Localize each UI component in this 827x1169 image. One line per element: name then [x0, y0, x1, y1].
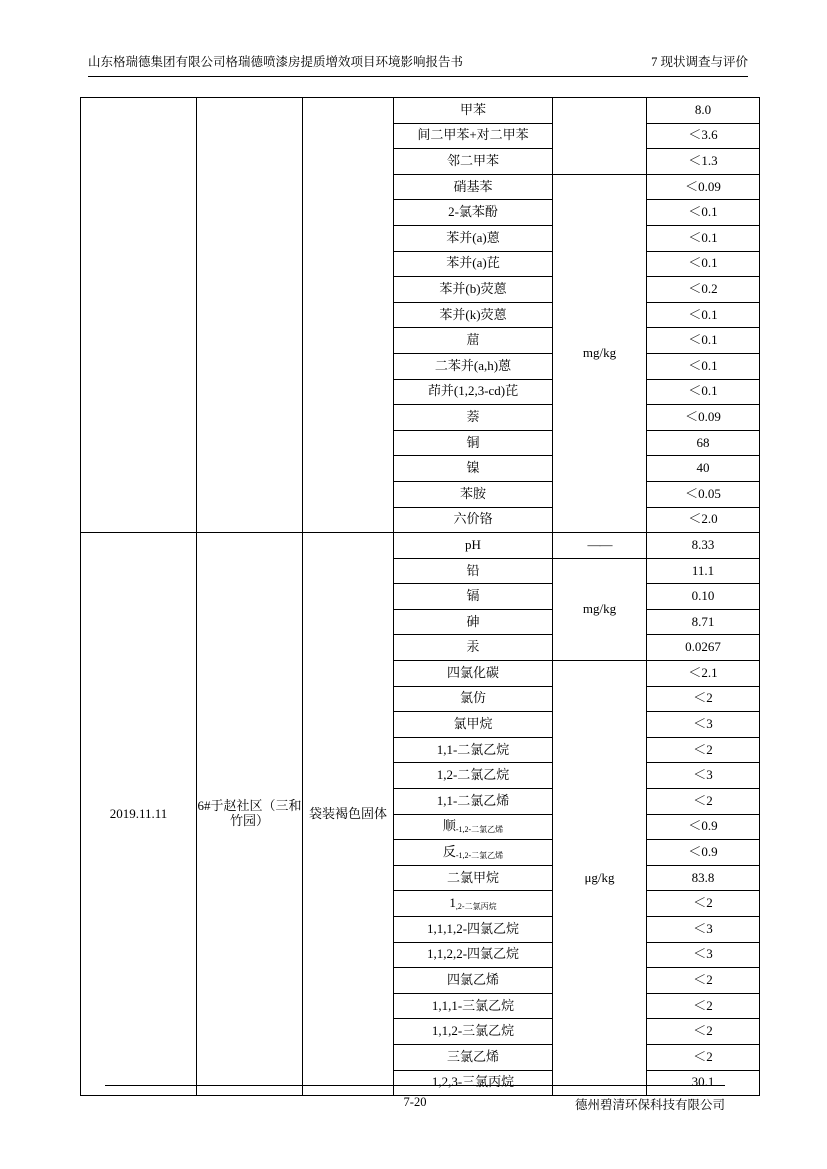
cell-value: ＜0.09 [647, 405, 760, 431]
cell-value: 8.33 [647, 533, 760, 559]
cell-desc-block2: 袋装褐色固体 [303, 533, 394, 1096]
cell-unit-mgkg: mg/kg [553, 558, 647, 660]
cell-date-block2: 2019.11.11 [81, 533, 197, 1096]
table-row [81, 533, 760, 559]
cell-item: 镉 [394, 584, 553, 610]
cell-item: 萘 [394, 405, 553, 431]
cell-value: ＜0.1 [647, 251, 760, 277]
cell-value: ＜0.1 [647, 225, 760, 251]
cell-item: 二苯并(a,h)蒽 [394, 353, 553, 379]
cell-desc-block1 [303, 98, 394, 533]
cell-item: 1,2,3-三氯丙烷 [394, 1070, 553, 1096]
cell-item: 镍 [394, 456, 553, 482]
cell-value: ＜0.9 [647, 840, 760, 866]
cell-item: 氯仿 [394, 686, 553, 712]
cell-item: 茚并(1,2,3-cd)芘 [394, 379, 553, 405]
cell-value: ＜2 [647, 1019, 760, 1045]
cell-item: 砷 [394, 609, 553, 635]
cell-value: ＜2 [647, 993, 760, 1019]
header-title-left: 山东格瑞德集团有限公司格瑞德喷漆房提质增效项目环境影响报告书 [88, 55, 464, 69]
cell-item: 邻二甲苯 [394, 149, 553, 175]
cell-value: ＜3 [647, 917, 760, 943]
cell-point-block2: 6#于赵社区（三和竹园） [197, 533, 303, 1096]
cell-value: ＜2 [647, 686, 760, 712]
cell-value: ＜2 [647, 891, 760, 917]
cell-item: 1,1,1,2-四氯乙烷 [394, 917, 553, 943]
cell-item: 1,1,2-三氯乙烷 [394, 1019, 553, 1045]
cell-item: 苯并(a)芘 [394, 251, 553, 277]
table-row [81, 98, 760, 124]
cell-item: 硝基苯 [394, 174, 553, 200]
cell-value: ＜0.1 [647, 353, 760, 379]
cell-item: 四氯化碳 [394, 661, 553, 687]
cell-value: ＜3.6 [647, 123, 760, 149]
cell-value: 0.0267 [647, 635, 760, 661]
cell-value: ＜3 [647, 942, 760, 968]
cell-value: ＜2 [647, 737, 760, 763]
cell-item: 四氯乙烯 [394, 968, 553, 994]
footer-divider [105, 1085, 725, 1086]
cell-value: ＜0.9 [647, 814, 760, 840]
cell-value: ＜0.1 [647, 200, 760, 226]
cell-item: 苯并(b)荧蒽 [394, 277, 553, 303]
cell-value: 68 [647, 430, 760, 456]
cell-value: 83.8 [647, 865, 760, 891]
cell-point-block1 [197, 98, 303, 533]
cell-item: 甲苯 [394, 98, 553, 124]
monitoring-data-table [80, 97, 753, 1096]
cell-value: 40 [647, 456, 760, 482]
cell-item-trans-dce: 反-1,2-二氯乙烯 [394, 840, 553, 866]
cell-item: 六价铬 [394, 507, 553, 533]
cell-item-dcp: 1,2-二氯丙烷 [394, 891, 553, 917]
cell-item: 苯并(a)蒽 [394, 225, 553, 251]
cell-value: ＜0.1 [647, 302, 760, 328]
cell-value: ＜2.0 [647, 507, 760, 533]
cell-value: 0.10 [647, 584, 760, 610]
cell-value: ＜0.1 [647, 328, 760, 354]
header-divider [88, 76, 748, 77]
cell-value: ＜2.1 [647, 661, 760, 687]
cell-item: 铅 [394, 558, 553, 584]
page-number: 7-20 [403, 1095, 427, 1109]
cell-value: ＜0.2 [647, 277, 760, 303]
cell-item: pH [394, 533, 553, 559]
cell-item: 1,1-二氯乙烯 [394, 789, 553, 815]
cell-value: ＜2 [647, 789, 760, 815]
cell-item: 䓛 [394, 328, 553, 354]
cell-value: ＜0.09 [647, 174, 760, 200]
cell-unit-ugkg: μg/kg [553, 661, 647, 1096]
cell-unit-mgkg: mg/kg [553, 174, 647, 532]
cell-item: 1,1-二氯乙烷 [394, 737, 553, 763]
cell-value: ＜3 [647, 712, 760, 738]
cell-value: ＜0.1 [647, 379, 760, 405]
cell-item: 2-氯苯酚 [394, 200, 553, 226]
cell-value: ＜2 [647, 1044, 760, 1070]
cell-item: 三氯乙烯 [394, 1044, 553, 1070]
cell-item: 铜 [394, 430, 553, 456]
cell-unit-blank [553, 98, 647, 175]
cell-value: 8.0 [647, 98, 760, 124]
cell-value: ＜0.05 [647, 481, 760, 507]
cell-item: 二氯甲烷 [394, 865, 553, 891]
cell-item: 1,2-二氯乙烷 [394, 763, 553, 789]
cell-value: ＜3 [647, 763, 760, 789]
page-header [88, 52, 748, 70]
cell-item-cis-dce: 顺-1,2-二氯乙烯 [394, 814, 553, 840]
header-title-right: 7 现状调查与评价 [651, 55, 748, 69]
cell-value: 30.1 [647, 1070, 760, 1096]
cell-item: 苯并(k)荧蒽 [394, 302, 553, 328]
cell-unit-dash: —— [553, 533, 647, 559]
cell-item: 苯胺 [394, 481, 553, 507]
cell-value: 11.1 [647, 558, 760, 584]
cell-value: 8.71 [647, 609, 760, 635]
cell-value: ＜2 [647, 968, 760, 994]
cell-item: 1,1,2,2-四氯乙烷 [394, 942, 553, 968]
cell-item: 汞 [394, 635, 553, 661]
cell-item: 1,1,1-三氯乙烷 [394, 993, 553, 1019]
cell-date-block1 [81, 98, 197, 533]
cell-value: ＜1.3 [647, 149, 760, 175]
cell-item: 氯甲烷 [394, 712, 553, 738]
cell-item: 间二甲苯+对二甲苯 [394, 123, 553, 149]
footer-organization: 德州碧清环保科技有限公司 [574, 1098, 725, 1112]
data-table [80, 97, 760, 1096]
